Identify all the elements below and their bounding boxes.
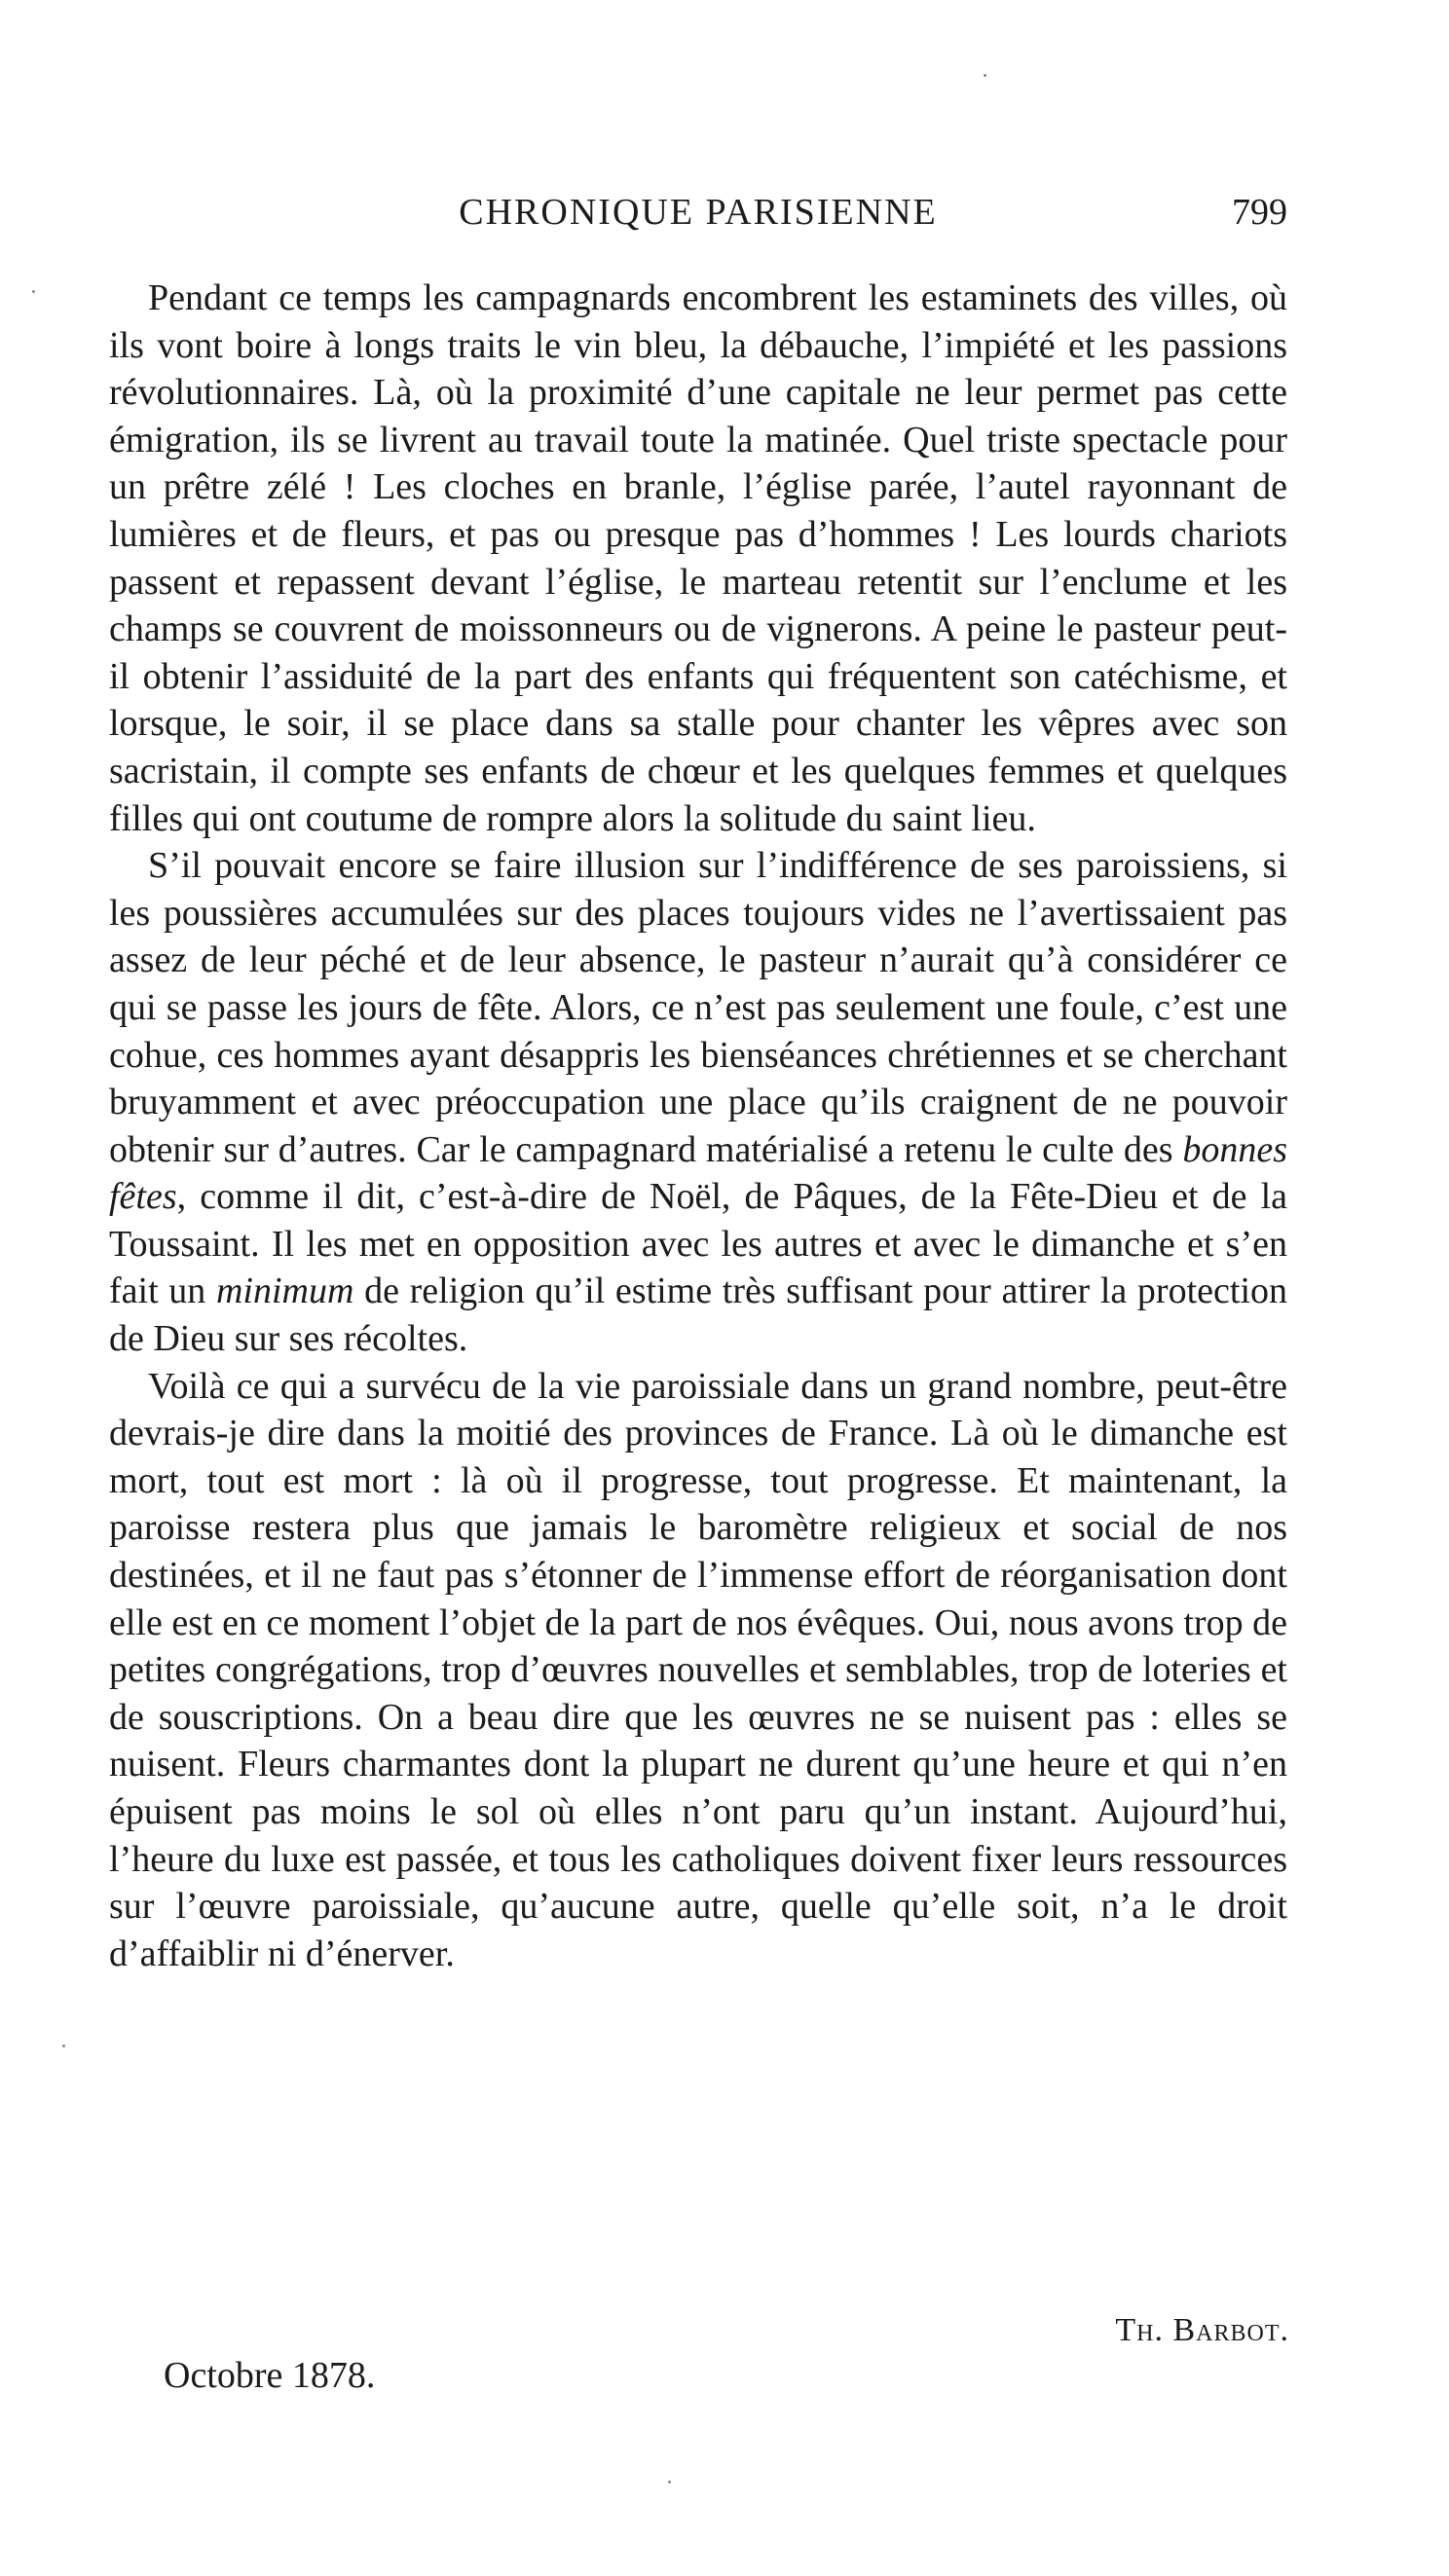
dateline: Octobre 1878. xyxy=(164,2355,376,2396)
paragraph: S’il pouvait encore se faire illusion sur l’indifférence de ses paroissiens, si les poussières accumulées sur des places toujours vides ne l’avertissaient pas assez de leur péché et de leur absence, le pasteur n’aurait qu’à considérer ce qui se passe les jours de fête. Alors, ce n’est pas seulement une foule, c’est une cohue, ces hommes ayant désappris les bienséances chrétiennes et se cherchant bruyamment et avec préoccupation une place qu’ils craignent de ne pouvoir obtenir sur d’autres. Car le campagnard matérialisé a retenu le culte des bonnes fêtes, comme il dit, c’est-à-dire de Noël, de Pâques, de la Fête-Dieu et de la Toussaint. Il les met en opposition avec les autres et avec le dimanche et s’en fait un minimum de religion qu’il estime très suffisant pour attirer la protection de Dieu sur ses récoltes. xyxy=(109,845,1287,1360)
running-title: CHRONIQUE PARISIENNE xyxy=(459,192,938,233)
paragraph: Voilà ce qui a survécu de la vie paroissiale dans un grand nombre, peut-être devrais-je dire dans la moitié des provinces de France. Là où le dimanche est mort, tout est mort : là où il progresse, tout progresse. Et maintenant, la paroisse restera plus que jamais le baromètre religieux et social de nos destinées, et il ne faut pas s’étonner de l’immense effort de réorganisation dont elle est en ce moment l’objet de la part de nos évêques. Oui, nous avons trop de petites congrégations, trop d’œuvres nouvelles et semblables, trop de loteries et de souscriptions. On a beau dire que les œuvres ne se nuisent pas : elles se nuisent. Fleurs charmantes dont la plupart ne durent qu’une heure et qui n’en épuisent pas moins le sol où elles n’ont paru qu’un instant. Aujourd’hui, l’heure du luxe est passée, et tous les catholiques doivent fixer leurs ressources sur l’œuvre paroissiale, qu’aucune autre, quelle qu’elle soit, n’a le droit d’affaiblir ni d’énerver. xyxy=(109,1365,1287,1974)
page-number: 799 xyxy=(1232,192,1287,233)
paragraph: Pendant ce temps les campagnards encombrent les estaminets des villes, où ils vont boire à longs traits le vin bleu, la débauche, l’impiété et les passions révolutionnaires. Là, où la proximité d’une capitale ne leur permet pas cette émigration, ils se livrent au travail toute la matinée. Quel triste spectacle pour un prêtre zélé ! Les cloches en branle, l’église parée, l’autel rayonnant de lumières et de fleurs, et pas ou presque pas d’hommes ! Les lourds chariots passent et repassent devant l’église, le marteau retentit sur l’enclume et les champs se couvrent de moissonneurs ou de vignerons. A peine le pasteur peut-il obtenir l’assiduité de la part des enfants qui fréquentent son catéchisme, et lorsque, le soir, il se place dans sa stalle pour chanter les vêpres avec son sacristain, il compte ses enfants de chœur et les quelques femmes et quelques filles qui ont coutume de rompre alors la solitude du saint lieu. xyxy=(109,277,1287,839)
running-head xyxy=(109,191,1287,245)
article-body xyxy=(109,275,1287,1977)
print-speck xyxy=(32,290,35,293)
print-speck xyxy=(668,2481,671,2484)
print-speck xyxy=(62,2044,65,2047)
print-speck xyxy=(984,74,986,77)
author-signature: Th. Barbot. xyxy=(1115,2312,1289,2348)
